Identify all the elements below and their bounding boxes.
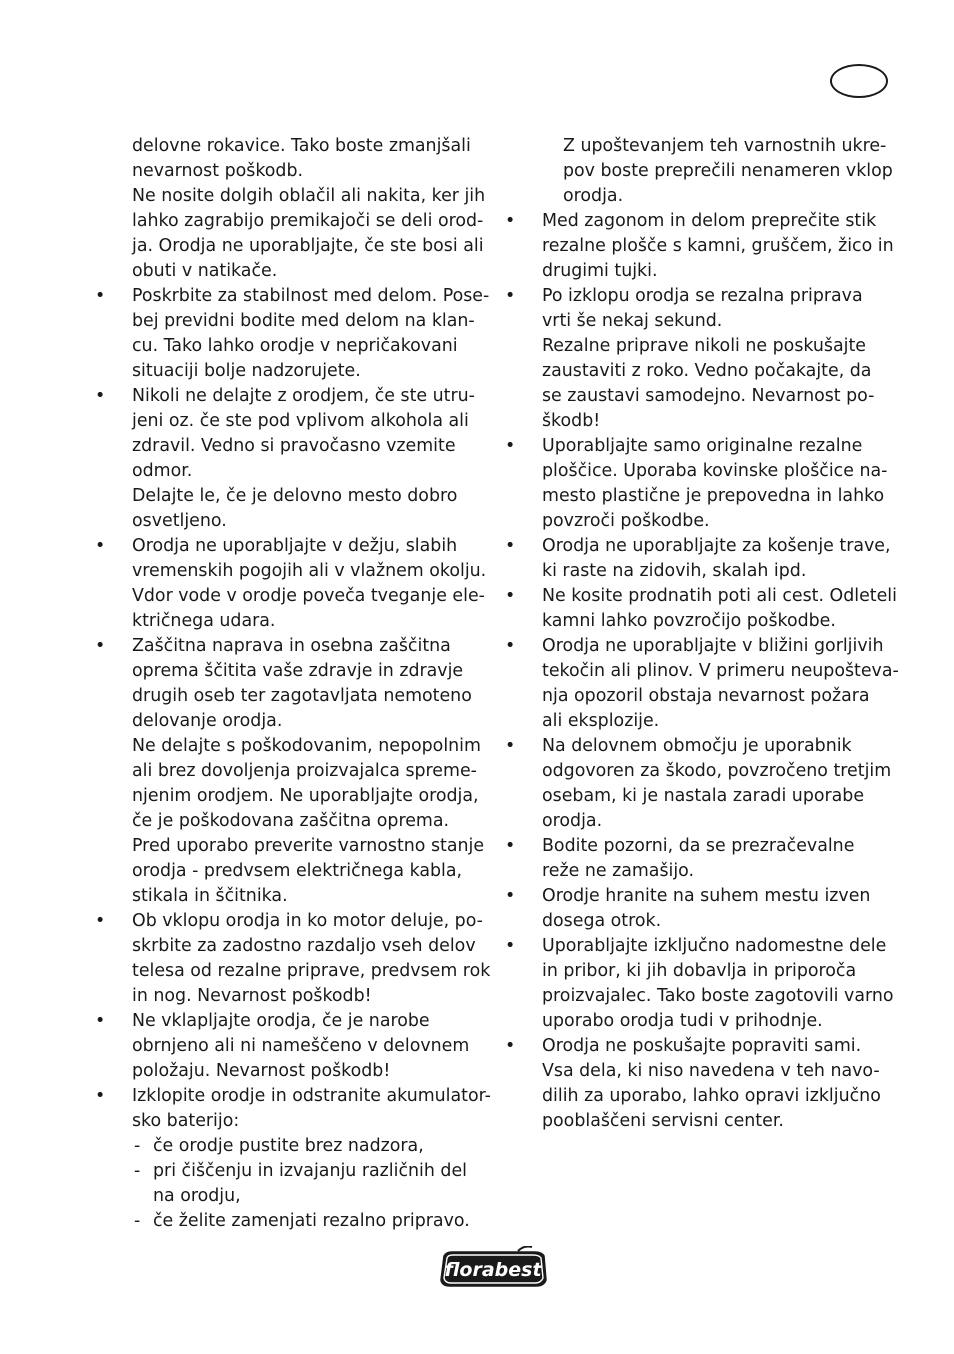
left-column	[90, 134, 491, 1234]
text-line: drugih oseb ter zagotavljata nemoteno	[132, 686, 472, 706]
text-line: nja opozoril obstaja nevarnost požara	[542, 686, 870, 706]
text-line: pooblaščeni servisni center.	[542, 1111, 784, 1131]
text-line: skrbite za zadostno razdaljo vseh delov	[132, 936, 476, 956]
text-line: mesto plastične je prepovedna in lahko	[542, 486, 885, 506]
text-line: vremenskih pogojih ali v vlažnem okolju.	[132, 561, 487, 581]
text-line: reže ne zamašijo.	[542, 861, 695, 881]
bullet-item	[90, 634, 485, 909]
text-line: cu. Tako lahko orodje v nepričakovani	[132, 336, 458, 356]
text-line: • Orodja ne uporabljajte za košenje trave,	[542, 536, 891, 556]
text-line: dilih za uporabo, lahko opravi izključno	[542, 1086, 881, 1106]
text-line: položaju. Nevarnost poškodb!	[132, 1061, 391, 1081]
right-intro-paragraph	[500, 134, 892, 209]
text-line: ki raste na zidovih, skalah ipd.	[542, 561, 807, 581]
text-line: kamni lahko povzročijo poškodbe.	[542, 611, 836, 631]
language-badge	[830, 64, 888, 98]
text-line: ja. Orodja ne uporabljajte, če ste bosi ali	[132, 236, 484, 256]
text-line: orodja.	[563, 186, 624, 206]
logo-graphic	[438, 1246, 550, 1290]
bullet-item	[500, 834, 892, 884]
text-line: zaustaviti z roko. Vedno počakajte, da	[542, 361, 872, 381]
text-line: • Ob vklopu orodja in ko motor deluje, po-	[132, 911, 483, 931]
text-line: in pribor, ki jih dobavlja in priporoča	[542, 961, 857, 981]
text-line: pov boste preprečili nenameren vklop	[563, 161, 893, 181]
text-line: zdravil. Vedno si pravočasno vzemite	[132, 436, 456, 456]
text-line: • Ne vklapljajte orodja, če je narobe	[132, 1011, 430, 1031]
dash-list-item	[90, 1134, 485, 1159]
bullet-item	[90, 384, 485, 534]
text-line: se zaustavi samodejno. Nevarnost po-	[542, 386, 875, 406]
bullet-item	[90, 1084, 491, 1134]
bullet-item	[500, 284, 892, 434]
text-line: • Bodite pozorni, da se prezračevalne	[542, 836, 855, 856]
right-column	[500, 134, 899, 1134]
bullet-item	[500, 734, 892, 834]
text-line: tekočin ali plinov. V primeru neupošteva-	[542, 661, 899, 681]
text-line: - pri čiščenju in izvajanju različnih del	[153, 1161, 467, 1181]
text-line: vrti še nekaj sekund.	[542, 311, 723, 331]
text-line: Ne nosite dolgih oblačil ali nakita, ker jih	[132, 186, 486, 206]
text-line: Vdor vode v orodje poveča tveganje ele-	[132, 586, 485, 606]
text-line: Z upoštevanjem teh varnostnih ukre-	[563, 136, 887, 156]
logo-text: florabest	[444, 1259, 542, 1281]
bullet-item	[500, 209, 892, 284]
dash-list-item	[90, 1209, 485, 1234]
text-line: • Zaščitna naprava in osebna zaščitna	[132, 636, 451, 656]
text-line: Delajte le, če je delovno mesto dobro	[132, 486, 458, 506]
text-line: • Uporabljajte izključno nadomestne dele	[542, 936, 887, 956]
text-line: • Poskrbite za stabilnost med delom. Pose-	[132, 286, 490, 306]
text-line: stikala in ščitnika.	[132, 886, 288, 906]
text-line: obrnjeno ali ni nameščeno v delovnem	[132, 1036, 470, 1056]
text-line: Ne delajte s poškodovanim, nepopolnim	[132, 736, 481, 756]
right-bullet-list	[500, 209, 899, 1134]
text-line: škodb!	[542, 411, 601, 431]
bullet-item	[90, 534, 485, 634]
text-line: osvetljeno.	[132, 511, 227, 531]
text-line: in nog. Nevarnost poškodb!	[132, 986, 372, 1006]
text-line: Rezalne priprave nikoli ne poskušajte	[542, 336, 867, 356]
left-bullet-list	[90, 284, 491, 1134]
text-line: odgovoren za škodo, povzročeno tretjim	[542, 761, 892, 781]
text-line: delovne rokavice. Tako boste zmanjšali	[132, 136, 471, 156]
text-line: Vsa dela, ki niso navedena v teh navo-	[542, 1061, 880, 1081]
bullet-item	[90, 1009, 485, 1084]
text-line: ktričnega udara.	[132, 611, 276, 631]
text-line: • Ne kosite prodnatih poti ali cest. Odleteli	[542, 586, 897, 606]
bullet-item	[90, 284, 490, 384]
text-line: • Orodja ne poskušajte popraviti sami.	[542, 1036, 862, 1056]
text-line: jeni oz. če ste pod vplivom alkohola ali	[132, 411, 469, 431]
bullet-item	[500, 634, 899, 734]
text-line: delovanje orodja.	[132, 711, 283, 731]
text-line: njenim orodjem. Ne uporabljajte orodja,	[132, 786, 479, 806]
text-line: telesa od rezalne priprave, predvsem rok	[132, 961, 491, 981]
text-line: situaciji bolje nadzorujete.	[132, 361, 361, 381]
text-line: obuti v natikače.	[132, 261, 278, 281]
dash-list-item	[90, 1159, 485, 1209]
text-line: dosega otrok.	[542, 911, 662, 931]
bullet-item	[500, 1034, 892, 1134]
text-line: uporabo orodja tudi v prihodnje.	[542, 1011, 823, 1031]
bullet-item	[500, 584, 897, 634]
text-line: če je poškodovana zaščitna oprema.	[132, 811, 450, 831]
text-line: sko baterijo:	[132, 1111, 240, 1131]
text-line: • Na delovnem območju je uporabnik	[542, 736, 852, 756]
text-line: proizvajalec. Tako boste zagotovili varno	[542, 986, 894, 1006]
text-line: osebam, ki je nastala zaradi uporabe	[542, 786, 865, 806]
text-line: Pred uporabo preverite varnostno stanje	[132, 836, 485, 856]
text-line: bej previdni bodite med delom na klan-	[132, 311, 475, 331]
bullet-item	[500, 534, 892, 584]
text-line: orodja.	[542, 811, 603, 831]
text-line: na orodju,	[153, 1186, 241, 1206]
text-line: • Orodja ne uporabljajte v dežju, slabih	[132, 536, 458, 556]
left-intro-paragraph	[90, 134, 485, 284]
text-line: - če želite zamenjati rezalno pripravo.	[153, 1211, 470, 1231]
bullet-item	[500, 934, 892, 1034]
bullet-item	[500, 884, 892, 934]
bullet-item	[90, 909, 491, 1009]
florabest-logo	[438, 1246, 550, 1290]
text-line: • Orodja ne uporabljajte v bližini gorljivih	[542, 636, 884, 656]
text-line: • Uporabljajte samo originalne rezalne	[542, 436, 863, 456]
bullet-item	[500, 434, 892, 534]
text-line: ploščice. Uporaba kovinske ploščice na-	[542, 461, 888, 481]
text-line: nevarnost poškodb.	[132, 161, 304, 181]
text-line: lahko zagrabijo premikajoči se deli orod-	[132, 211, 484, 231]
text-line: orodja - predvsem električnega kabla,	[132, 861, 463, 881]
left-dash-list	[90, 1134, 485, 1234]
text-line: povzroči poškodbe.	[542, 511, 710, 531]
text-line: • Nikoli ne delajte z orodjem, če ste utru-	[132, 386, 475, 406]
text-line: ali brez dovoljenja proizvajalca spreme-	[132, 761, 477, 781]
text-line: drugimi tujki.	[542, 261, 658, 281]
text-line: • Orodje hranite na suhem mestu izven	[542, 886, 871, 906]
text-line: odmor.	[132, 461, 193, 481]
text-line: oprema ščitita vaše zdravje in zdravje	[132, 661, 464, 681]
text-line: • Izklopite orodje in odstranite akumulator-	[132, 1086, 491, 1106]
text-line: - če orodje pustite brez nadzora,	[153, 1136, 424, 1156]
text-line: ali eksplozije.	[542, 711, 660, 731]
text-line: • Po izklopu orodja se rezalna priprava	[542, 286, 863, 306]
text-line: rezalne plošče s kamni, gruščem, žico in	[542, 236, 894, 256]
text-line: • Med zagonom in delom preprečite stik	[542, 211, 877, 231]
